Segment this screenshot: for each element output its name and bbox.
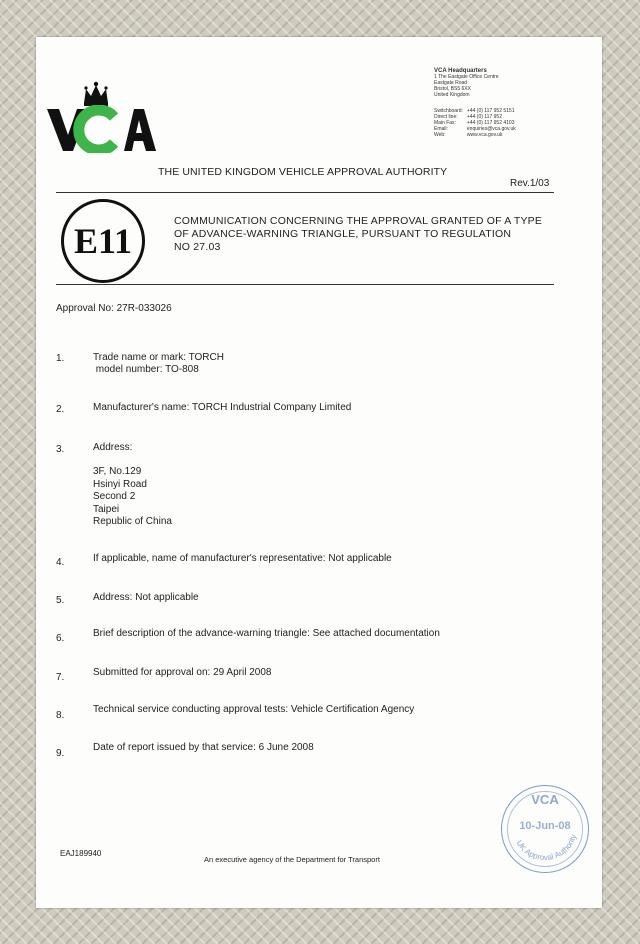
communication-line: NO 27.03: [174, 241, 221, 253]
svg-text:UK Approval Authority: UK Approval Authority: [514, 833, 579, 863]
item-rep-address: Address: Not applicable: [93, 592, 199, 603]
bottom-divider: [56, 284, 554, 285]
item-representative: If applicable, name of manufacturer's representative: Not applicable: [93, 553, 392, 564]
contact-label: Web:: [434, 132, 446, 138]
item-number: 5.: [56, 595, 65, 606]
hq-address-line: 1 The Eastgate Office Centre: [434, 74, 499, 80]
contact-label: Direct line:: [434, 114, 458, 120]
item-number: 6.: [56, 633, 65, 644]
agency-note: An executive agency of the Department for Transport: [204, 855, 380, 864]
item-address-label: Address:: [93, 442, 133, 453]
item-description: Brief description of the advance-warning triangle: See attached documentation: [93, 628, 440, 639]
contact-label: Main Fax:: [434, 120, 456, 126]
item-technical-service: Technical service conducting approval tests: Vehicle Certification Agency: [93, 704, 415, 715]
vca-letters: [46, 105, 158, 153]
address-line: Taipei: [93, 503, 120, 515]
revision-label: Rev.1/03: [510, 178, 550, 189]
authority-heading: THE UNITED KINGDOM VEHICLE APPROVAL AUTHORITY: [158, 166, 448, 178]
item-number: 1.: [56, 353, 65, 364]
hq-contacts: [434, 108, 520, 138]
contact-value: +44 (0) 117 952: [466, 114, 502, 120]
item-submitted-date: Submitted for approval on: 29 April 2008: [93, 667, 272, 678]
hq-title: VCA Headquarters: [434, 68, 487, 74]
e11-approval-mark: E11: [61, 199, 145, 283]
hq-address-line: Eastgate Road: [434, 80, 468, 86]
vca-logo: [46, 81, 158, 161]
address-line: Hsinyi Road: [93, 478, 147, 490]
item-line: Trade name or mark: TORCH: [93, 352, 224, 363]
contact-value: +44 (0) 117 952 4103: [466, 120, 515, 126]
approval-number: Approval No: 27R-033026: [56, 303, 172, 314]
communication-heading: [174, 215, 564, 254]
communication-line: COMMUNICATION CONCERNING THE APPROVAL GRANTED OF A TYPE: [174, 215, 543, 227]
stamp-arc-text: [502, 786, 588, 872]
address-line: Second 2: [93, 491, 136, 502]
item-trade-name: [93, 352, 224, 376]
contact-value: enquiries@vca.gov.uk: [466, 126, 516, 132]
hq-address-line: Bristol, BS5 6XX: [434, 86, 471, 92]
item-line: model number: TO-808: [93, 364, 199, 375]
address-line: Republic of China: [93, 516, 172, 527]
item-number: 4.: [56, 557, 65, 568]
approval-stamp: [501, 785, 589, 873]
stamp-mini-logo: VCA: [531, 792, 559, 807]
crown-icon: [81, 81, 111, 107]
hq-address-block: [434, 68, 574, 138]
item-manufacturer-name: Manufacturer's name: TORCH Industrial Company Limited: [93, 402, 352, 413]
item-number: 3.: [56, 444, 65, 455]
contact-label: Switchboard:: [434, 108, 463, 114]
document-reference: EAJ189940: [60, 849, 102, 858]
item-number: 2.: [56, 404, 65, 415]
item-number: 9.: [56, 748, 65, 759]
address-line: 3F, No.129: [93, 466, 142, 477]
communication-line: OF ADVANCE-WARNING TRIANGLE, PURSUANT TO REGULATION: [174, 228, 512, 240]
contact-value: www.vca.gov.uk: [466, 132, 503, 138]
contact-label: Email:: [434, 126, 448, 132]
address-block: [93, 466, 172, 529]
item-number: 8.: [56, 710, 65, 721]
top-divider: [56, 192, 554, 193]
document-page: [36, 37, 602, 908]
hq-address-line: United Kingdom: [434, 92, 470, 98]
stamp-date: 10-Jun-08: [519, 820, 571, 832]
item-report-date: Date of report issued by that service: 6 June 2008: [93, 742, 314, 753]
contact-value: +44 (0) 117 952 5151: [466, 108, 515, 114]
item-number: 7.: [56, 672, 65, 683]
